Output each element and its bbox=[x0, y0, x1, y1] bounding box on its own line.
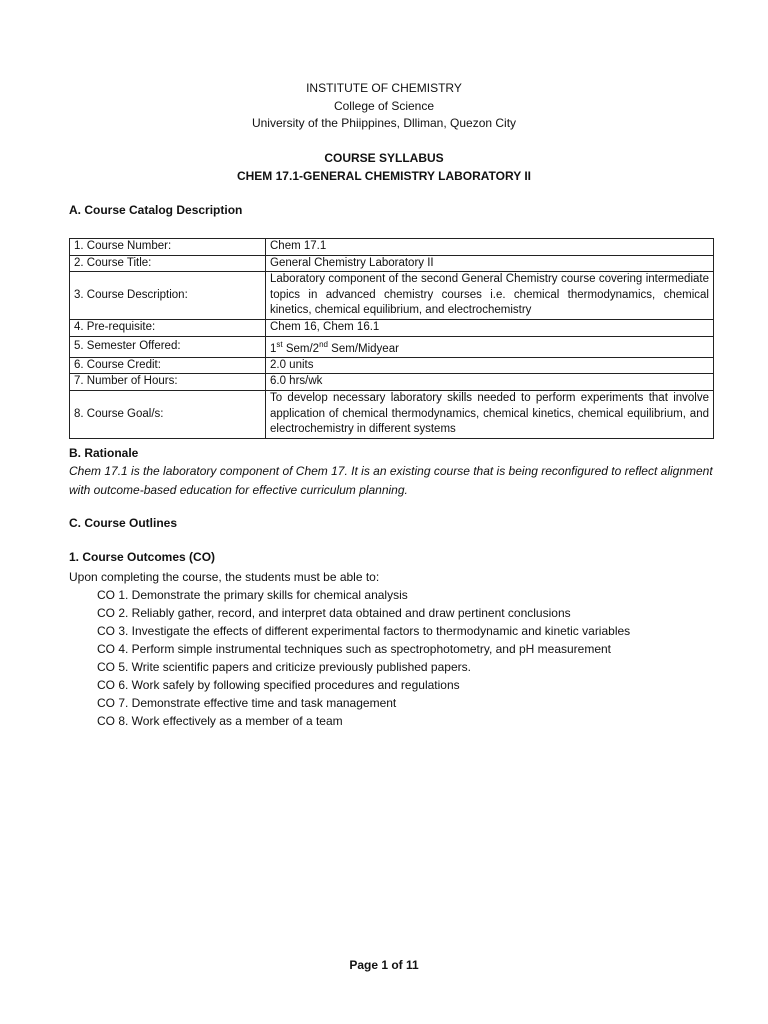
list-item: CO 8. Work effectively as a member of a team bbox=[97, 714, 343, 728]
row-value: Chem 17.1 bbox=[266, 239, 714, 256]
list-item: CO 7. Demonstrate effective time and task management bbox=[97, 696, 397, 710]
row-value: General Chemistry Laboratory II bbox=[266, 255, 714, 272]
row-value: Chem 16, Chem 16.1 bbox=[266, 320, 714, 337]
list-item: CO 6. Work safely by following specified procedures and regulations bbox=[97, 678, 460, 692]
sem2-superscript: nd bbox=[319, 339, 328, 349]
row-label: 8. Course Goal/s: bbox=[70, 390, 266, 438]
sem1-rest: Sem/2 bbox=[282, 342, 320, 355]
table-row bbox=[70, 374, 714, 391]
list-item: CO 4. Perform simple instrumental techniques such as spectrophotometry, and pH measurement bbox=[97, 642, 612, 656]
row-label: 3. Course Description: bbox=[70, 272, 266, 320]
section-c-heading: C. Course Outlines bbox=[69, 516, 178, 530]
section-a-heading: A. Course Catalog Description bbox=[69, 203, 243, 217]
table-row bbox=[70, 239, 714, 256]
page-number: Page 1 of 11 bbox=[349, 958, 419, 972]
section-b-heading: B. Rationale bbox=[69, 446, 139, 460]
table-row bbox=[70, 390, 714, 438]
row-label: 1. Course Number: bbox=[70, 239, 266, 256]
rationale-text: Chem 17.1 is the laboratory component of Chem 17. It is an existing course that is being reconfigured to reflect alignment with outcome-based education for effective curriculum planning. bbox=[69, 464, 713, 497]
syllabus-title-line1: COURSE SYLLABUS bbox=[324, 151, 444, 165]
row-value: 6.0 hrs/wk bbox=[266, 374, 714, 391]
table-row bbox=[70, 357, 714, 374]
row-label: 6. Course Credit: bbox=[70, 357, 266, 374]
college-name: College of Science bbox=[333, 98, 435, 113]
syllabus-title-line2: CHEM 17.1-GENERAL CHEMISTRY LABORATORY II bbox=[236, 168, 532, 183]
university-name: University of the Phiippines, Dlliman, Quezon City bbox=[251, 116, 517, 130]
table-row bbox=[70, 272, 714, 320]
outcomes-intro: Upon completing the course, the students must be able to: bbox=[69, 570, 380, 584]
row-label: 7. Number of Hours: bbox=[70, 374, 266, 391]
institute-name: INSTITUTE OF CHEMISTRY bbox=[306, 81, 462, 95]
list-item: CO 2. Reliably gather, record, and interpret data obtained and draw pertinent conclusions bbox=[97, 606, 571, 620]
row-value: Laboratory component of the second General Chemistry course covering intermediate topics in advanced chemistry courses i.e. chemical thermodynamics, chemical kinetics, chemical equilibrium, and electrochemistry bbox=[266, 272, 714, 320]
sem1-superscript: st bbox=[276, 339, 283, 349]
row-label: 2. Course Title: bbox=[70, 255, 266, 272]
row-label: 4. Pre-requisite: bbox=[70, 320, 266, 337]
syllabus-title bbox=[0, 150, 768, 185]
row-value: 2.0 units bbox=[266, 357, 714, 374]
row-value: To develop necessary laboratory skills needed to perform experiments that involve application of chemical thermodynamics, chemical kinetics, chemical equilibrium, and electrochemistry in different systems bbox=[266, 390, 714, 438]
table-row bbox=[70, 255, 714, 272]
course-catalog-table bbox=[69, 238, 714, 439]
institution-header bbox=[0, 80, 768, 133]
row-value bbox=[266, 336, 714, 357]
list-item: CO 5. Write scientific papers and criticize previously published papers. bbox=[97, 660, 471, 674]
sem2-rest: Sem/Midyear bbox=[327, 342, 399, 355]
course-outcomes bbox=[69, 568, 714, 730]
list-item: CO 3. Investigate the effects of different experimental factors to thermodynamic and kinetic variables bbox=[97, 624, 631, 638]
list-item: CO 1. Demonstrate the primary skills for chemical analysis bbox=[97, 588, 408, 602]
sem1-number: 1 bbox=[270, 342, 277, 355]
row-label: 5. Semester Offered: bbox=[70, 336, 266, 357]
table-row bbox=[70, 320, 714, 337]
course-outcomes-heading: 1. Course Outcomes (CO) bbox=[69, 550, 216, 564]
outcomes-list bbox=[69, 586, 714, 730]
table-row bbox=[70, 336, 714, 357]
